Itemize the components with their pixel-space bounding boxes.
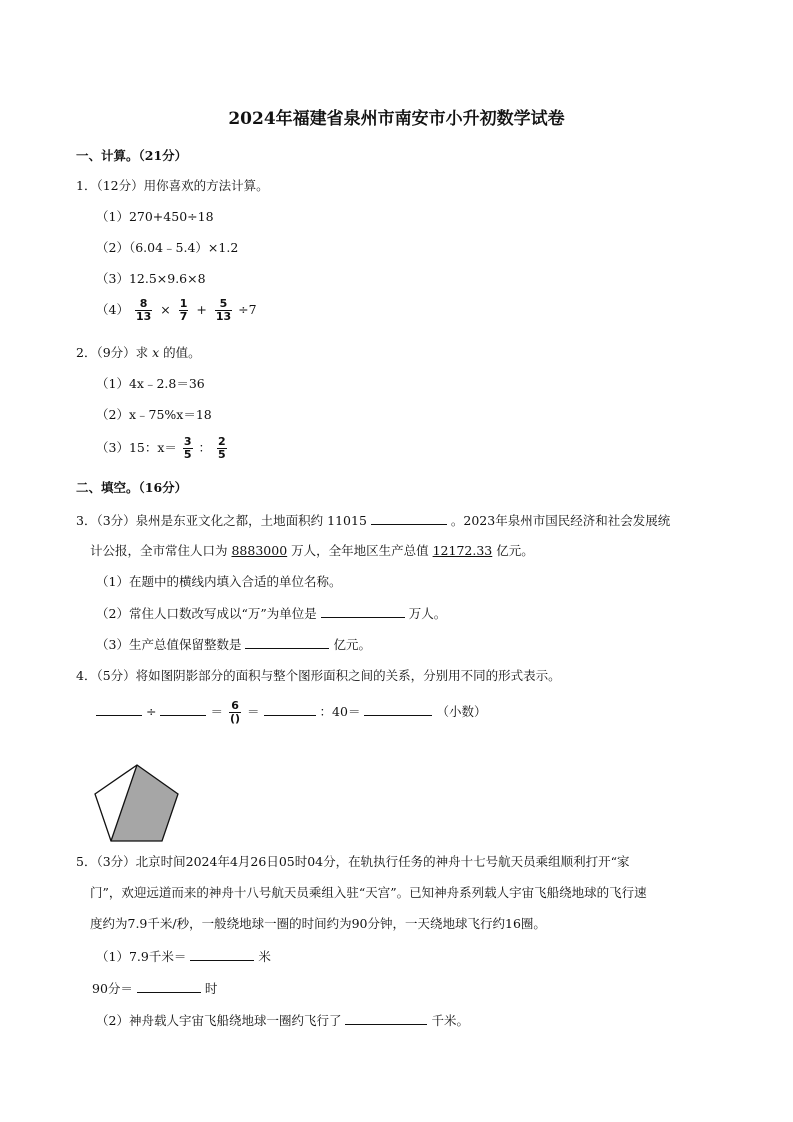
- q2-stem: 2．（9分）求 x 的值。: [76, 345, 201, 360]
- q1-item-1: （1）270+450÷18: [96, 209, 214, 224]
- times-sign: ×: [160, 302, 171, 317]
- pentagon-figure: [92, 762, 182, 844]
- fraction-6-blank: $\frac{6}{()}$: [229, 699, 241, 725]
- answer-blank[interactable]: [137, 978, 201, 993]
- plus-sign: +: [196, 302, 207, 317]
- q2-item-1: （1）4x﹣2.8＝36: [96, 376, 205, 391]
- fraction-3-5: $\frac{3}{5}$: [183, 435, 192, 461]
- fraction-8-13: $\frac{8}{13}$: [135, 297, 152, 323]
- q1-item-4-prefix: （4）: [96, 302, 129, 317]
- answer-blank[interactable]: [245, 634, 329, 649]
- q3-line-1: 3．（3分）泉州是东亚文化之都，土地面积约 11015 。2023年泉州市国民经济和社会发展统: [76, 510, 670, 529]
- q3-sub-2: （2）常住人口数改写成以“万”为单位是 万人。: [96, 603, 446, 622]
- q4-stem: 4．（5分）将如图阴影部分的面积与整个图形面积之间的关系，分别用不同的形式表示。: [76, 668, 561, 683]
- q3-line-2: 计公报，全市常住人口为 8883000 万人，全年地区生产总值 12172.33 亿元。: [90, 543, 534, 558]
- q5-sub-1: （1）7.9千米＝ 米: [96, 946, 271, 965]
- answer-blank[interactable]: [160, 701, 206, 716]
- q5-sub-1-continued: 90分＝ 时: [92, 978, 217, 997]
- fraction-1-7: $\frac{1}{7}$: [179, 297, 188, 323]
- answer-blank[interactable]: [96, 701, 142, 716]
- page-title: 2024年福建省泉州市南安市小升初数学试卷: [228, 109, 565, 129]
- q1-item-4: [96, 298, 257, 323]
- q5-line-2: 门”，欢迎远道而来的神舟十八号航天员乘组入驻“天宫”。已知神舟系列载人宇宙飞船绕地球的飞行速: [90, 885, 647, 900]
- answer-blank[interactable]: [190, 946, 254, 961]
- fraction-2-5: $\frac{2}{5}$: [218, 435, 226, 461]
- q3-sub-3: （3）生产总值保留整数是 亿元。: [96, 634, 371, 653]
- q5-line-3: 度约为7.9千米/秒，一般绕地球一圈的时间约为90分钟，一天绕地球飞行约16圈。: [90, 916, 546, 931]
- divide-seven: ÷7: [238, 302, 257, 317]
- q5-sub-2: （2）神舟载人宇宙飞船绕地球一圈约飞行了 千米。: [96, 1010, 469, 1029]
- answer-blank[interactable]: [364, 701, 432, 716]
- gdp-value: 12172.33: [432, 543, 493, 558]
- q1-item-2: （2）（6.04﹣5.4）×1.2: [96, 240, 239, 255]
- q2-item-3-prefix: （3）15：x＝: [96, 440, 177, 455]
- q5-line-1: 5．（3分）北京时间2024年4月26日05时04分，在轨执行任务的神舟十七号航天员乘组顺利打开“家: [76, 854, 630, 869]
- ratio-colon: ：: [198, 440, 212, 455]
- section-1-heading: 一、计算。（21分）: [76, 148, 188, 163]
- answer-blank[interactable]: [371, 510, 447, 525]
- q3-sub-1: （1）在题中的横线内填入合适的单位名称。: [96, 574, 342, 589]
- answer-blank[interactable]: [264, 701, 316, 716]
- q1-item-3: （3）12.5×9.6×8: [96, 271, 206, 286]
- q1-stem: 1．（12分）用你喜欢的方法计算。: [76, 178, 269, 193]
- answer-blank[interactable]: [321, 603, 405, 618]
- fraction-5-13: $\frac{5}{13}$: [215, 297, 232, 323]
- q2-item-2: （2）x﹣75%x＝18: [96, 407, 212, 422]
- section-2-heading: 二、填空。（16分）: [76, 480, 188, 495]
- answer-blank[interactable]: [345, 1010, 427, 1025]
- q2-item-3: [96, 436, 229, 461]
- q4-answer-line: ÷ ＝ $\frac{6}{()}$ ＝ ：40＝ （小数）: [92, 700, 486, 725]
- population-value: 8883000: [231, 543, 288, 558]
